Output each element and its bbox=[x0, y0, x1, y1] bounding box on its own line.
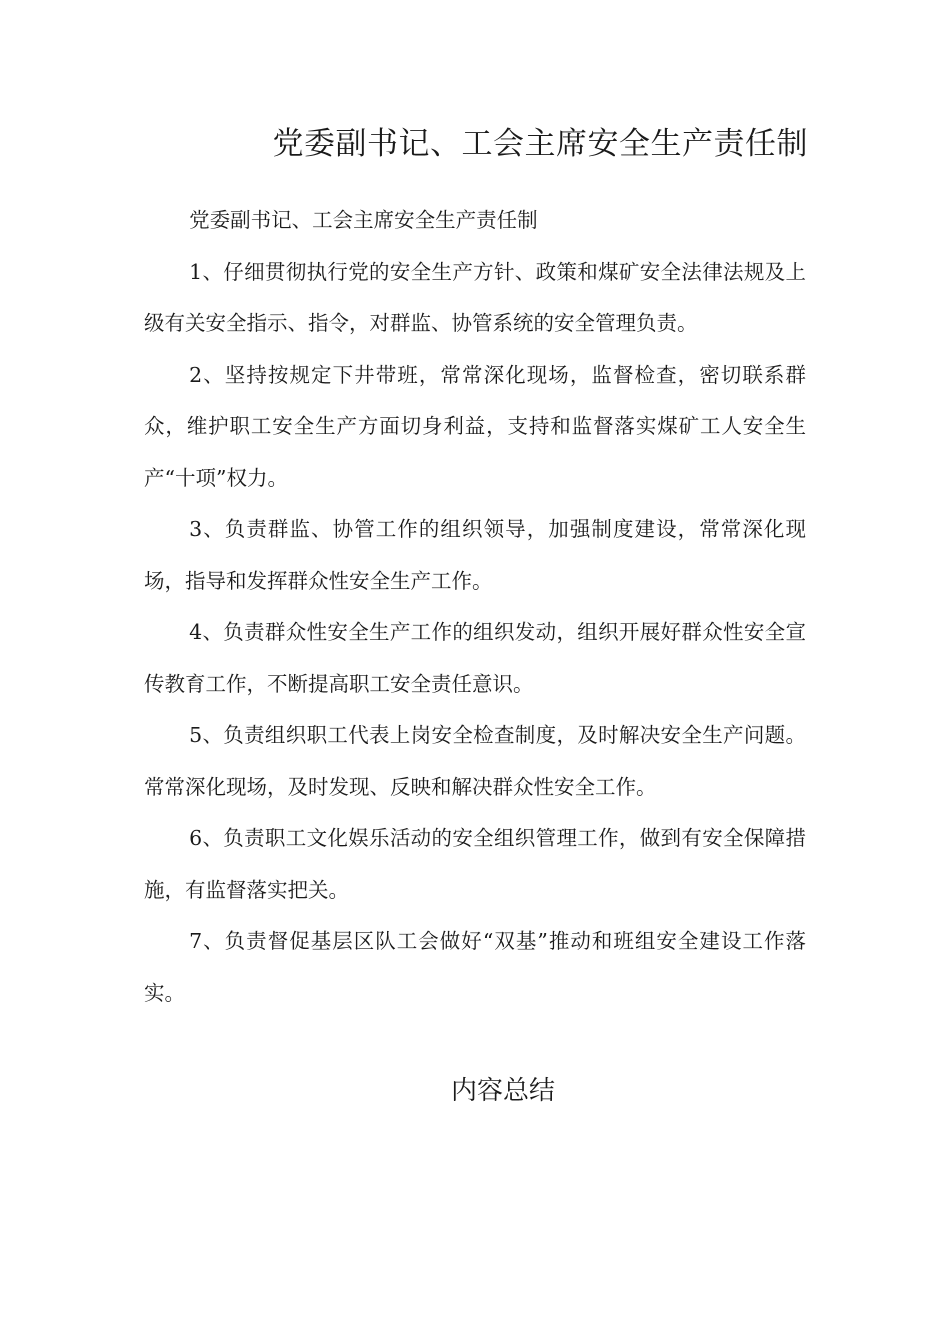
paragraph-item-4: 4、负责群众性安全生产工作的组织发动，组织开展好群众性安全宣传教育工作，不断提高职工安全责任意识。 bbox=[144, 620, 806, 696]
document-body bbox=[144, 195, 806, 1019]
paragraph-item-2: 2、坚持按规定下井带班，常常深化现场，监督检查，密切联系群众，维护职工安全生产方面切身利益，支持和监督落实煤矿工人安全生产“十项”权力。 bbox=[144, 362, 806, 490]
paragraph-item-7: 7、负责督促基层区队工会做好“双基”推动和班组安全建设工作落实。 bbox=[144, 929, 806, 1005]
summary-heading: 内容总结 bbox=[450, 1076, 555, 1106]
document-title: 党委副书记、工会主席安全生产责任制 bbox=[272, 126, 808, 162]
paragraph-item-1: 1、仔细贯彻执行党的安全生产方针、政策和煤矿安全法律法规及上级有关安全指示、指令，对群监、协管系统的安全管理负责。 bbox=[144, 259, 806, 335]
subtitle-paragraph: 党委副书记、工会主席安全生产责任制 bbox=[189, 208, 538, 232]
paragraph-item-6: 6、负责职工文化娱乐活动的安全组织管理工作，做到有安全保障措施，有监督落实把关。 bbox=[144, 826, 806, 902]
paragraph-item-3: 3、负责群监、协管工作的组织领导，加强制度建设，常常深化现场，指导和发挥群众性安全生产工作。 bbox=[144, 517, 806, 593]
paragraph-item-5: 5、负责组织职工代表上岗安全检查制度，及时解决安全生产问题。常常深化现场，及时发现、反映和解决群众性安全工作。 bbox=[144, 723, 806, 799]
